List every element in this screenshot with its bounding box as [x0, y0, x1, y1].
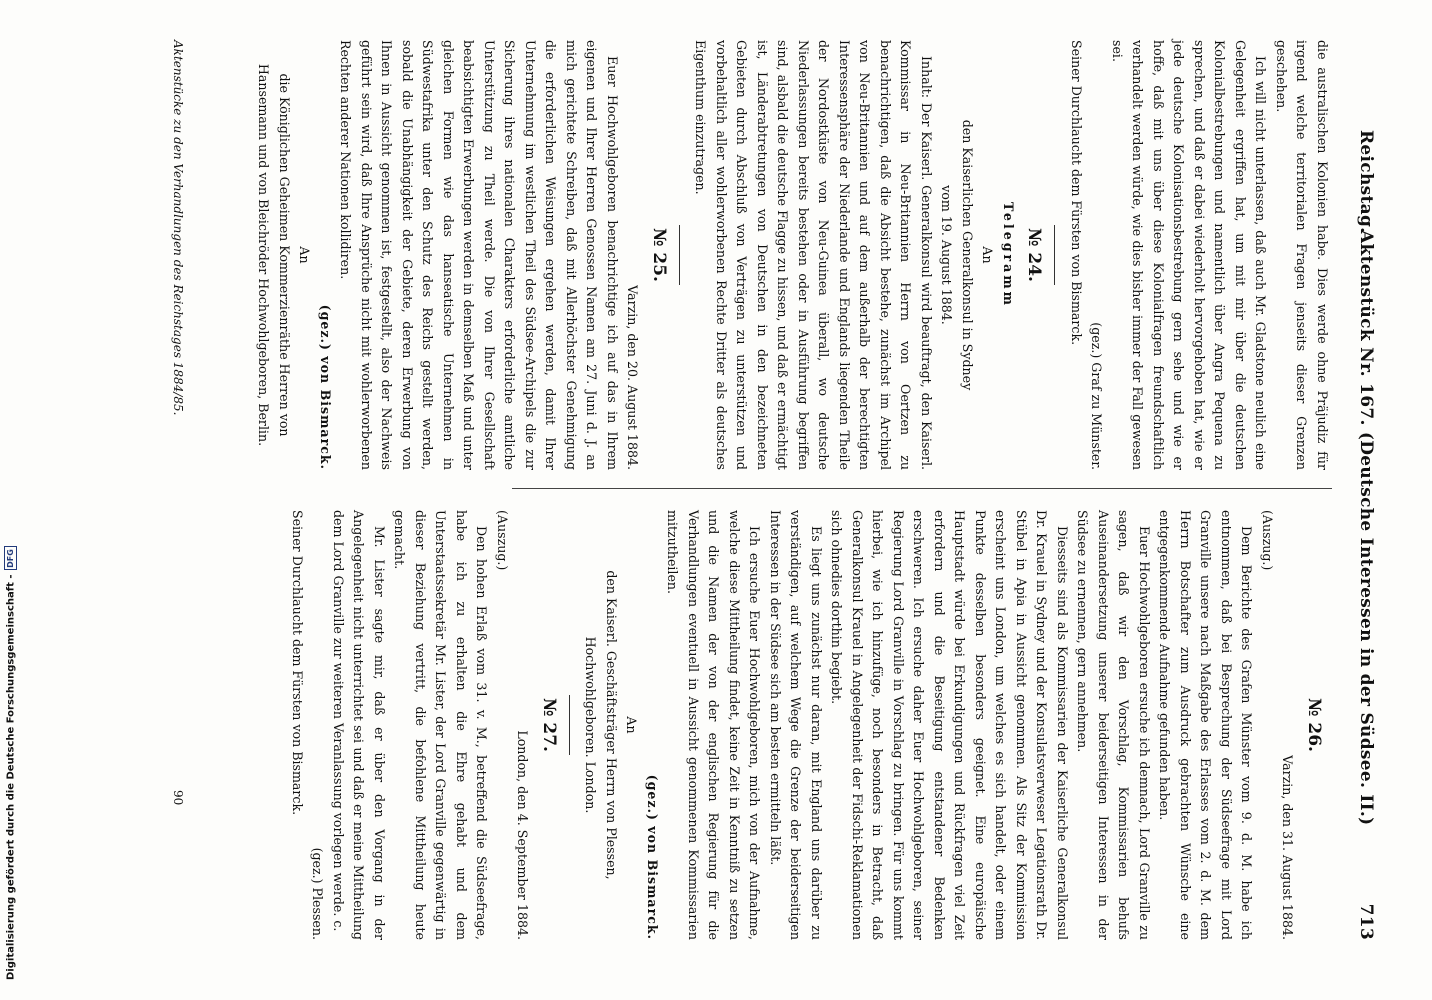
an-label: An: [297, 246, 313, 264]
column-divider: [512, 488, 1332, 489]
document-number: № 27.: [539, 698, 559, 752]
signature: (gez.) Plessen.: [310, 847, 326, 940]
paragraph: Dem Berichte des Grafen Münster vom 9. d. M. habe ich entnommen, daß bei Besprechung der Südseefrage mit Lord Granville unsere nach Maßgabe des Erlasses vom 2. d. M. dem Herrn Botschafter zum Ausdruck gebrachten Wünsche eine entgegenkommende Aufnahme gefunden haben.: [1157, 510, 1255, 940]
signature: (gez.) von Bismarck.: [645, 774, 660, 940]
document-number: № 26.: [1304, 698, 1324, 752]
digitization-credit: [4, 546, 17, 980]
rotated-page-content: [70, 0, 1410, 1000]
paragraph: Den hohen Erlaß vom 31. v. M., betreffend die Südseefrage, habe ich zu erhalten die Ehre gehabt und dem Unterstaatssekretär Mr. Lister, der Lord Granville gegenwärtig in dieser Beziehung vertritt, die befohlene Mittheilung heute gemacht.: [392, 510, 490, 940]
paragraph: Euer Hochwohlgeboren ersuche ich demnach, Lord Granville zu sagen, daß wir den Vorschlag, Kommissarien behufs Auseinandersetzung unserer beiderseitigen Interessen in der Südsee zu ernennen, gern annehmen.: [1075, 510, 1152, 940]
footer-source: Aktenstücke zu den Verhandlungen des Reichstages 1884/85.: [171, 40, 185, 416]
recipient: die Königlichen Geheimen Kommerzienräthe Herren von Hansemann und von Bleichröder Hochwohlgeboren, Berlin.: [256, 63, 292, 447]
signature: (gez.) von Bismarck.: [318, 304, 333, 470]
addressee: Seiner Durchlaucht dem Fürsten von Bismarck.: [1069, 40, 1084, 346]
telegram-heading: Telegramm: [1001, 202, 1016, 308]
page-header: [1342, 20, 1382, 970]
divider: [679, 225, 680, 285]
recipient: den Kaiserl. Geschäftsträger Herrn von Plessen, Hochwohlgeboren. London.: [583, 570, 619, 880]
date: Varzin, den 20. August 1884.: [625, 285, 641, 470]
signature: (gez.) Graf zu Münster.: [1089, 322, 1105, 470]
paragraph: Diesseits sind als Kommissarien der Kaiserliche Generalkonsul Dr. Krauel in Sydney und der Konsulatsverweser Legationsrath Dr. Stübel in Apia in Aussicht genommen. Als Sitz der Kommission erscheint uns London, um welches es sich handelt, oder einem Punkte desselben besonders geeignet. Eine europäische Hauptstadt würde bei Erkundigungen und Rückfragen viel Zeit erfordern und die Beseitigung entstandener Bedenken erschweren. Ich ersuche daher Euer Hochwohlgeboren, seiner Regierung Lord Granville in Vorschlag zu bringen. Für uns kommt hierbei, wie ich hinzufüge, noch besonders in Betracht, daß Generalkonsul Krauel in Angelegenheit der Fidschi-Reklamationen sich ohnedies dorthin begiebt.: [829, 510, 1070, 940]
excerpt-label: (Auszug.): [1260, 510, 1275, 571]
header-left: Reichstag.: [1356, 130, 1376, 234]
right-column: [287, 510, 1333, 940]
paragraph: Es liegt uns zunächst nur daran, mit England uns darüber zu verständigen, auf welchem Wege die Grenze der beiderseitigen Interessen in der Südsee sich am besten ermitteln läßt.: [768, 510, 824, 940]
date: Varzin, den 31. August 1884.: [1280, 755, 1296, 940]
paragraph: Euer Hochwohlgeboren benachrichtige ich auf das in Ihrem eigenen und Ihrer Herren Genossen Namen am 27. Juni d. J. an mich gerichtete Schreiben, daß mit Allerhöchster Genehmigung die erforderlichen Weisungen ergehen werden, damit Ihrer Unternehmung im westlichen Theil des Südsee-Archipels die zur Sicherung ihres nationalen Charakters erforderliche amtliche Unterstützung zu Theil werde. Die von Ihrer Gesellschaft beabsichtigten Erwerbungen werden in demselben Maß und unter gleichen Formen wie das hanseatische Unternehmen in Südwestafrika unter den Schutz des Reichs gestellt werden, sobald die Unabhängigkeit der Gebiete, deren Erwerbung von Ihnen in Aussicht genommen ist, festgestellt, also der Nachweis geführt sein wird, daß Ihre Ansprüche nicht mit wohlerworbenen Rechten anderer Nationen kollidiren.: [338, 40, 620, 470]
content-summary: Inhalt: Der Kaiserl. Generalkonsul wird beauftragt, den Kaiserl. Kommissar in Neu-Britannien Herrn von Oertzen zu benachrichtigen, daß die Absicht bestehe, zunächst im Archipel von Neu-Britannien und auf dem außerhalb der berechtigten Interessensphäre der Niederlande und Englands liegenden Theile der Nordostküste von Neu-Guinea überall, wo deutsche Niederlassungen bereits bestehen oder in Ausführung begriffen sind, alsbald die deutsche Flagge zu hissen, und daß er ermächtigt ist, Länderabtretungen von Deutschen in den bezeichneten Gebieten durch Abschluß von Verträgen zu unterstützen und vorbehaltlich aller wohlerworbenen Rechte Dritter als deutsches Eigenthum einzutragen.: [693, 40, 934, 470]
left-column: [253, 40, 1332, 470]
divider: [1055, 225, 1056, 285]
header-title: Aktenstück Nr. 167. (Deutsche Interessen in der Südsee. II.): [1356, 230, 1376, 826]
paragraph: Ich will nicht unterlassen, daß auch Mr. Gladstone neulich eine Gelegenheit ergriffen hat, um mit mir über die deutschen Kolonialbestrebungen und namentlich über Angra Pequena zu sprechen, und daß er dabei wiederholt hervorgehoben hat, wie er jede deutsche Kolonisationsbestrebung gern sehe und wie er hoffe, daß mit uns über diese Kolonialfragen freundschaftlich verhandelt werden würde, wie dies bisher immer der Fall gewesen sei.: [1110, 40, 1269, 470]
divider: [569, 695, 570, 755]
paragraph: Ich ersuche Euer Hochwohlgeboren, mich von der Aufnahme, welche diese Mittheilung findet, keine Zeit in Kenntniß zu setzen und die Namen der von der englischen Regierung für die Verhandlungen eventuell in Aussicht genommenen Kommissarien mitzutheilen.: [665, 510, 763, 940]
credit-text: Digitalisierung gefördert durch die Deutsche Forschungsgemeinschaft -: [5, 574, 17, 980]
excerpt-label: (Auszug.): [495, 510, 510, 571]
addressee: Seiner Durchlaucht dem Fürsten von Bismarck.: [290, 510, 305, 816]
document-number: № 25.: [649, 228, 669, 282]
document-number: № 24.: [1024, 228, 1045, 282]
recipient: den Kaiserlichen Generalkonsul in Sydney: [960, 119, 975, 391]
an-label: An: [624, 716, 640, 734]
date: vom 19. August 1884.: [939, 185, 955, 325]
intro-text: die australischen Kolonien habe. Dies werde ohne Präjudiz für irgend welche territorialen Fragen jenseits dieser Grenzen geschehen.: [1274, 40, 1330, 470]
paragraph: Mr. Lister sagte mir, daß er über den Vorgang in der Angelegenheit nicht unterrichtet sei und daß er meine Mittheilung dem Lord Granville zur weiteren Veranlassung vorlegen werde. c.: [331, 510, 387, 940]
date: London, den 4. September 1884.: [515, 730, 531, 940]
an-label: An: [980, 246, 996, 264]
dfg-logo: DFG: [4, 546, 17, 570]
footer-page-number: 90: [171, 790, 185, 806]
page-number: 713: [1356, 903, 1376, 940]
